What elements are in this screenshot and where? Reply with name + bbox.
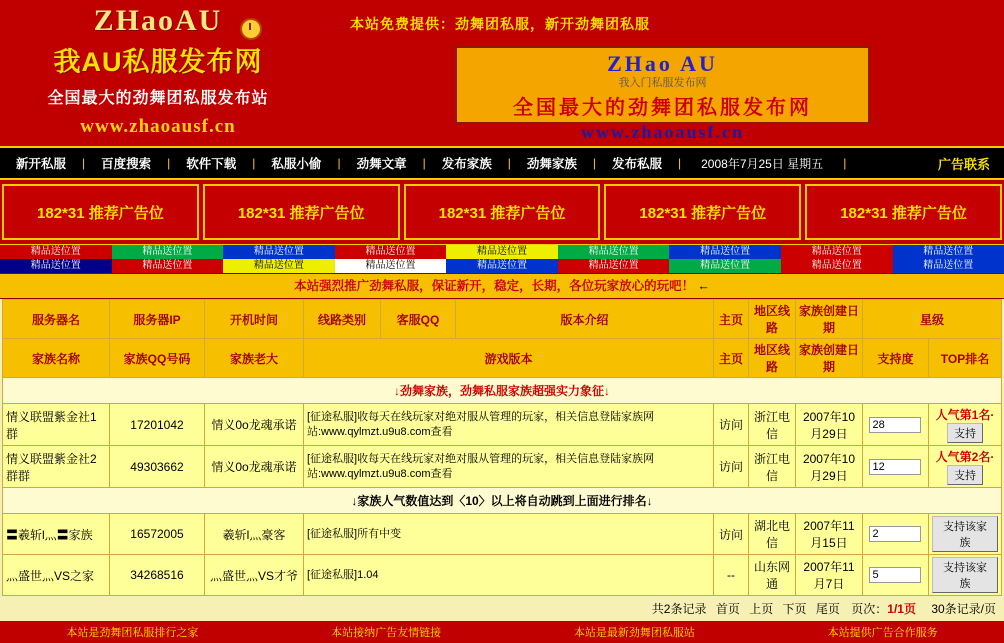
cell-family-name: 〓羲斩l灬〓家族 bbox=[3, 514, 110, 555]
th-star: 星级 bbox=[862, 300, 1001, 339]
th2-family-name: 家族名称 bbox=[3, 339, 110, 378]
cell-create-date: 2007年10月29日 bbox=[795, 446, 862, 488]
strip-cell-6[interactable]: 精品送位置 bbox=[669, 245, 781, 259]
table-row bbox=[3, 446, 1002, 488]
nav-item-0[interactable]: 新开私服 bbox=[0, 154, 82, 172]
table-header-row-2 bbox=[3, 339, 1002, 378]
table-row bbox=[3, 404, 1002, 446]
th-open-time: 开机时间 bbox=[205, 300, 304, 339]
promo-arrow-icon: ← bbox=[697, 279, 710, 293]
strip-cell-0[interactable]: 精品送位置 bbox=[0, 245, 112, 259]
cell-description: [征途私服]1.04 bbox=[304, 555, 714, 596]
support-value-input[interactable] bbox=[869, 526, 921, 542]
cell-description: [征途私服]收每天在线玩家对绝对服从管理的玩家，相关信息登陆家族网站:www.qylmzt.u9u8.com查看 bbox=[304, 404, 714, 446]
nav-divider: | bbox=[678, 156, 681, 170]
logo-line3: 全国最大的劲舞团私服发布站 bbox=[8, 85, 308, 108]
color-strip-row-1 bbox=[0, 245, 1004, 259]
promo-bar bbox=[0, 273, 1004, 299]
ad-slot-0[interactable]: 182*31 推荐广告位 bbox=[2, 184, 199, 240]
cell-description: [征途私服]收每天在线玩家对绝对服从管理的玩家，相关信息登陆家族网站:www.qylmzt.u9u8.com查看 bbox=[304, 446, 714, 488]
strip-cell-7[interactable]: 精品送位置 bbox=[781, 245, 893, 259]
cell-homepage: 访问 bbox=[713, 514, 748, 555]
strip-cell-8[interactable]: 精品送位置 bbox=[893, 259, 1004, 273]
strip-cell-3[interactable]: 精品送位置 bbox=[335, 245, 447, 259]
pager-prev[interactable]: 上页 bbox=[749, 602, 773, 616]
header-banner bbox=[0, 0, 1004, 146]
cell-homepage: 访问 bbox=[713, 404, 748, 446]
cell-homepage: -- bbox=[713, 555, 748, 596]
clock-icon bbox=[240, 18, 262, 40]
support-button[interactable]: 支持 bbox=[947, 465, 983, 485]
th2-top-rank: TOP排名 bbox=[928, 339, 1001, 378]
nav-item-1[interactable]: 百度搜索 bbox=[85, 154, 167, 172]
nav-divider: | bbox=[167, 156, 170, 170]
ad-slot-1[interactable]: 182*31 推荐广告位 bbox=[203, 184, 400, 240]
cell-rank-actions bbox=[928, 514, 1001, 555]
nav-divider: | bbox=[843, 156, 846, 170]
cell-region: 浙江电信 bbox=[748, 446, 795, 488]
cell-create-date: 2007年11月7日 bbox=[795, 555, 862, 596]
family-table bbox=[2, 299, 1002, 596]
pager-total: 共2条记录 bbox=[652, 602, 707, 616]
cell-family-qq: 49303662 bbox=[110, 446, 205, 488]
cell-family-leader: 羲斩l灬豪客 bbox=[205, 514, 304, 555]
strip-cell-2[interactable]: 精品送位置 bbox=[223, 259, 335, 273]
cell-family-leader: 情义0o龙魂承诺 bbox=[205, 446, 304, 488]
nav-item-3[interactable]: 私服小偷 bbox=[255, 154, 337, 172]
th-create-date: 家族创建日期 bbox=[795, 300, 862, 339]
logo-line1: ZHaoAU bbox=[8, 4, 308, 38]
ad-line3: 全国最大的劲舞团私服发布网 bbox=[457, 91, 868, 120]
nav-divider: | bbox=[82, 156, 85, 170]
nav-item-6[interactable]: 劲舞家族 bbox=[511, 154, 593, 172]
support-button[interactable]: 支持该家族 bbox=[932, 516, 998, 552]
th2-support: 支持度 bbox=[862, 339, 928, 378]
th-server-ip: 服务器IP bbox=[110, 300, 205, 339]
cell-support bbox=[862, 404, 928, 446]
family-table-wrap bbox=[0, 299, 1004, 621]
site-logo bbox=[8, 4, 308, 138]
pager-per-page: 30条记录/页 bbox=[931, 602, 996, 616]
nav-divider: | bbox=[423, 156, 426, 170]
th-service-qq: 客服QQ bbox=[381, 300, 456, 339]
ad-line1: ZHao AU bbox=[457, 51, 868, 77]
nav-item-4[interactable]: 劲舞文章 bbox=[341, 154, 423, 172]
ad-line4: www.zhaoausf.cn bbox=[457, 122, 868, 143]
th-version-intro: 版本介绍 bbox=[456, 300, 714, 339]
ad-slot-4[interactable]: 182*31 推荐广告位 bbox=[805, 184, 1002, 240]
strip-cell-1[interactable]: 精品送位置 bbox=[112, 245, 224, 259]
cell-rank-actions bbox=[928, 555, 1001, 596]
th-homepage: 主页 bbox=[713, 300, 748, 339]
cell-family-name: 灬盛世灬VS之家 bbox=[3, 555, 110, 596]
nav-divider: | bbox=[337, 156, 340, 170]
cell-support bbox=[862, 555, 928, 596]
support-value-input[interactable] bbox=[869, 417, 921, 433]
strip-cell-5[interactable]: 精品送位置 bbox=[558, 259, 670, 273]
nav-divider: | bbox=[593, 156, 596, 170]
cell-family-leader: 灬盛世灬VS才爷 bbox=[205, 555, 304, 596]
pager-next[interactable]: 下页 bbox=[783, 602, 807, 616]
cell-description: [征途私服]所有中变 bbox=[304, 514, 714, 555]
pager-last[interactable]: 尾页 bbox=[816, 602, 840, 616]
support-value-input[interactable] bbox=[869, 567, 921, 583]
nav-divider: | bbox=[252, 156, 255, 170]
ad-line2: 我入门私服发布网 bbox=[457, 74, 868, 90]
ad-slot-row bbox=[0, 180, 1004, 245]
support-button[interactable]: 支持 bbox=[947, 423, 983, 443]
pager-first[interactable]: 首页 bbox=[716, 602, 740, 616]
ad-slot-2[interactable]: 182*31 推荐广告位 bbox=[404, 184, 601, 240]
footer-item-1: 本站接纳广告友情链接 bbox=[331, 624, 441, 640]
nav-item-7[interactable]: 发布私服 bbox=[596, 154, 678, 172]
strip-cell-1[interactable]: 精品送位置 bbox=[112, 259, 224, 273]
nav-item-5[interactable]: 发布家族 bbox=[426, 154, 508, 172]
strip-cell-2[interactable]: 精品送位置 bbox=[223, 245, 335, 259]
pager-page-label: 页次： bbox=[851, 602, 887, 616]
cell-rank-actions bbox=[928, 446, 1001, 488]
strip-cell-6[interactable]: 精品送位置 bbox=[669, 259, 781, 273]
footer bbox=[0, 621, 1004, 643]
site-slogan: 本站免费提供：劲舞团私服，新开劲舞团私服 bbox=[350, 14, 650, 34]
strip-cell-3[interactable]: 精品送位置 bbox=[335, 259, 447, 273]
th-region: 地区线路 bbox=[748, 300, 795, 339]
cell-region: 山东网通 bbox=[748, 555, 795, 596]
rank-label: 人气第1名· bbox=[932, 406, 998, 423]
strip-cell-4[interactable]: 精品送位置 bbox=[446, 245, 558, 259]
footer-item-3: 本站提供广告合作服务 bbox=[828, 624, 938, 640]
cell-create-date: 2007年10月29日 bbox=[795, 404, 862, 446]
logo-line4: www.zhaoausf.cn bbox=[8, 116, 308, 138]
promo-text: 本站强烈推广劲舞私服，保证新开，稳定，长期，各位玩家放心的玩吧！ bbox=[294, 279, 694, 293]
pager-page-value: 1/1页 bbox=[887, 602, 916, 616]
th2-family-leader: 家族老大 bbox=[205, 339, 304, 378]
nav-divider: | bbox=[508, 156, 511, 170]
main-nav bbox=[0, 146, 1004, 180]
nav-ad-contact[interactable]: 广告联系 bbox=[938, 154, 1004, 173]
table-notice-row bbox=[3, 378, 1002, 404]
rank-label: 人气第2名· bbox=[932, 448, 998, 465]
th2-game-version: 游戏版本 bbox=[304, 339, 714, 378]
ad-slot-3[interactable]: 182*31 推荐广告位 bbox=[604, 184, 801, 240]
table-header-row-1 bbox=[3, 300, 1002, 339]
nav-item-2[interactable]: 软件下载 bbox=[170, 154, 252, 172]
cell-support bbox=[862, 514, 928, 555]
footer-item-0: 本站是劲舞团私服排行之家 bbox=[66, 624, 198, 640]
cell-family-leader: 情义0o龙魂承诺 bbox=[205, 404, 304, 446]
cell-homepage: 访问 bbox=[713, 446, 748, 488]
th-line-type: 线路类别 bbox=[304, 300, 381, 339]
strip-cell-8[interactable]: 精品送位置 bbox=[893, 245, 1004, 259]
notice-text: ↓家族人气数值达到〈10〉以上将自动跳到上面进行排名↓ bbox=[3, 488, 1002, 514]
logo-line2: 我AU私服发布网 bbox=[8, 40, 308, 79]
strip-cell-5[interactable]: 精品送位置 bbox=[558, 245, 670, 259]
strip-cell-7[interactable]: 精品送位置 bbox=[781, 259, 893, 273]
table-row bbox=[3, 514, 1002, 555]
table-row bbox=[3, 555, 1002, 596]
strip-cell-4[interactable]: 精品送位置 bbox=[446, 259, 558, 273]
th2-family-qq: 家族QQ号码 bbox=[110, 339, 205, 378]
th2-create-date: 家族创建日期 bbox=[795, 339, 862, 378]
cell-support bbox=[862, 446, 928, 488]
th-server-name: 服务器名 bbox=[3, 300, 110, 339]
cell-family-name: 情义联盟紫金社2群群 bbox=[3, 446, 110, 488]
pager bbox=[0, 596, 1004, 621]
table-notice-row bbox=[3, 488, 1002, 514]
strip-cell-0[interactable]: 精品送位置 bbox=[0, 259, 112, 273]
nav-date: 2008年7月25日 星期五 bbox=[701, 155, 823, 172]
cell-family-name: 情义联盟紫金社1群 bbox=[3, 404, 110, 446]
support-button[interactable]: 支持该家族 bbox=[932, 557, 998, 593]
table-body bbox=[3, 378, 1002, 596]
support-value-input[interactable] bbox=[869, 459, 921, 475]
cell-rank-actions bbox=[928, 404, 1001, 446]
cell-create-date: 2007年11月15日 bbox=[795, 514, 862, 555]
th2-homepage: 主页 bbox=[713, 339, 748, 378]
th2-region: 地区线路 bbox=[748, 339, 795, 378]
cell-family-qq: 16572005 bbox=[110, 514, 205, 555]
cell-family-qq: 34268516 bbox=[110, 555, 205, 596]
cell-family-qq: 17201042 bbox=[110, 404, 205, 446]
footer-item-2: 本站是最新劲舞团私服站 bbox=[574, 624, 695, 640]
header-ad-banner[interactable] bbox=[455, 46, 870, 124]
cell-region: 湖北电信 bbox=[748, 514, 795, 555]
color-strip-row-2 bbox=[0, 259, 1004, 273]
notice-text: ↓劲舞家族，劲舞私服家族超强实力象征↓ bbox=[3, 378, 1002, 404]
cell-region: 浙江电信 bbox=[748, 404, 795, 446]
